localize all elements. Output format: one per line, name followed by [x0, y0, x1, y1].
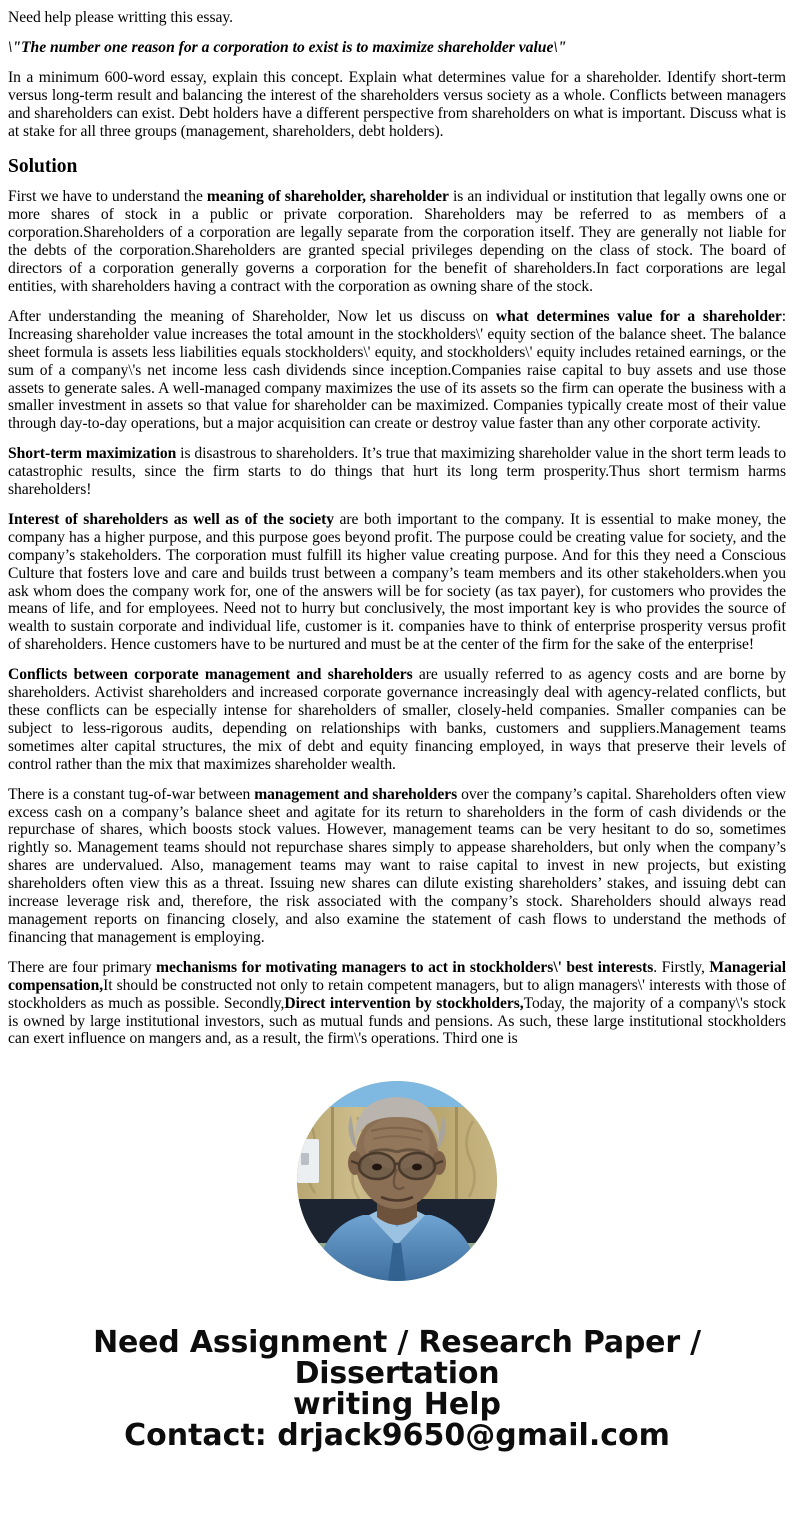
para-6-pre: There is a constant tug-of-war between: [8, 785, 255, 803]
para-2-pre: After understanding the meaning of Shareholder, Now let us discuss on: [8, 307, 496, 325]
para-2-rest: : Increasing shareholder value increases the total amount in the stockholders\' equity section of the balance sheet. The balance sheet formula is assets less liabilities equals stockholders\' equity, and stockholders\' equity includes retained earnings, or the sum of a company\'s net income less cash dividends since inception.Companies raise capital to buy assets and use those assets to generate sales. A well-managed company maximizes the use of its assets so the firm can operate the business with a smaller investment in assets so that value for shareholder can be maximized. Companies typically create most of their value through day-to-day operations, but a major acquisition can create or destroy value faster than any other corporate activity.: [8, 307, 786, 433]
promo-line-2: writing Help: [293, 1386, 501, 1422]
solution-paragraph-4: [8, 511, 786, 654]
para-7-mid-1: . Firstly,: [653, 958, 710, 976]
intro-paragraph: Need help please writting this essay.: [8, 9, 233, 26]
para-2-bold: what determines value for a shareholder: [495, 307, 782, 325]
para-7-bold-1: mechanisms for motivating managers to act in stockholders\' best interests: [156, 958, 654, 976]
para-1-rest: is an individual or institution that legally owns one or more shares of stock in a public or private corporation. Shareholders may be referred to as members of a corporation.Shareholders of a corporation are legally separate from the corporation itself. They are generally not liable for the debts of the corporation.Shareholders are granted special privileges depending on the class of stock. The board of directors of a corporation generally governs a corporation for the benefit of shareholders.In fact corporations are legal entities, with shareholders having a contract with the corporation as owning share of the stock.: [8, 188, 786, 295]
solution-paragraph-2: [8, 308, 786, 433]
promo-line-1: Need Assignment / Research Paper / Dissertation: [93, 1324, 701, 1391]
question-answer-body: [0, 9, 794, 1047]
solution-paragraph-1: [8, 188, 786, 295]
promo-line-3: Contact: drjack9650@gmail.com: [124, 1417, 670, 1453]
para-6-rest: over the company’s capital. Shareholders often view excess cash on a company’s balance sheet and agitate for its return to shareholders in the form of cash dividends or the repurchase of shares, which boosts stock values. However, management teams can be very hesitant to do so, sometimes rightly so. Management teams should not repurchase shares simply to appease shareholders, but only when the company’s shares are undervalued. Also, management teams may want to raise capital to invest in new projects, but existing shareholders often view this as a threat. Issuing new shares can dilute existing shareholders’ stakes, and issuing debt can increase leverage risk and, therefore, the risk associated with the company’s stock. Shareholders should always read management reports on financing closely, and also examine the statement of cash flows to understand the methods of financing that management is employing.: [8, 785, 786, 946]
para-4-bold: Interest of shareholders as well as of the society: [8, 510, 334, 528]
portrait-block: [0, 1081, 794, 1281]
para-7-mid-2: It should be constructed not only to retain competent managers, but to align managers\' interests with those of stockholders as much as possible. Secondly,: [8, 976, 786, 1012]
para-1-pre: First we have to understand the: [8, 188, 207, 206]
para-7-pre: There are four primary: [8, 958, 157, 976]
para-4-rest: are both important to the company. It is essential to make money, the company has a higher purpose, and this purpose goes beyond profit. The purpose could be creating value for society, and the company’s stakeholders. The corporation must fulfill its higher value creating purpose. And for this they need a Conscious Culture that fosters love and care and builds trust between a company’s team members and its other stakeholders.when you ask whom does the company work for, one of the answers will be for society (as tax payer), for customers who provides the means of life, and for employees. Need not to hurry but conclusively, the most important key is who provides the source of wealth to sustain corporate and individual life, customer is it. companies have to think of enterprise prosperity versus profit of shareholders. Hence customers have to be nurtured and must be at the center of the firm for the sake of the enterprise!: [8, 510, 786, 654]
essay-quote: \"The number one reason for a corporation to exist is to maximize shareholder value\": [8, 38, 567, 56]
promo-footer: [0, 1324, 794, 1473]
avatar: [297, 1081, 497, 1281]
para-3-rest: is disastrous to shareholders. It’s true that maximizing shareholder value in the short term leads to catastrophic results, since the firm starts to do things that hurt its long term prosperity.Thus short termism harms shareholders!: [8, 445, 786, 499]
solution-paragraph-3: [8, 445, 786, 499]
solution-paragraph-7: [8, 959, 786, 1047]
para-5-bold: Conflicts between corporate management and shareholders: [8, 666, 413, 684]
solution-paragraph-5: [8, 666, 786, 773]
truncated-paragraph-clip: [8, 959, 786, 1047]
solution-paragraph-6: [8, 786, 786, 947]
assignment-prompt: In a minimum 600-word essay, explain this concept. Explain what determines value for a shareholder. Identify short-term versus long-term result and balancing the interest of the shareholders versus society as a whole. Conflicts between managers and shareholders can exist. Debt holders have a different perspective from shareholders on what is important. Discuss what is at stake for all three groups (management, shareholders, debt holders).: [8, 68, 786, 140]
para-7-bold-2: Managerial compensation,: [8, 958, 786, 994]
para-3-bold: Short-term maximization: [8, 445, 177, 463]
para-6-bold: management and shareholders: [254, 785, 458, 803]
solution-heading: Solution: [8, 156, 78, 178]
para-7-bold-3: Direct intervention by stockholders,: [284, 994, 524, 1012]
para-7-mid-3: Today, the majority of a company\'s stock is owned by large institutional investors, such as mutual funds and pensions. As such, these large institutional stockholders can exert influence on mangers and, as a result, the firm\'s operations. Third one is: [8, 994, 786, 1047]
para-1-bold: meaning of shareholder, shareholder: [206, 188, 449, 206]
portrait-photo-icon: [297, 1081, 497, 1281]
para-5-rest: are usually referred to as agency costs and are borne by shareholders. Activist shareholders and increased corporate governance increasingly deal with agency-related conflicts, but these conflicts can be especially intense for shareholders of smaller, closely-held companies. Smaller companies can be subject to less-rigorous audits, depending on relationships with banks, customers and suppliers.Management teams sometimes alter capital structures, the mix of debt and equity financing employed, in ways that preserve their levels of control rather than the mix that maximizes shareholder wealth.: [8, 666, 786, 773]
